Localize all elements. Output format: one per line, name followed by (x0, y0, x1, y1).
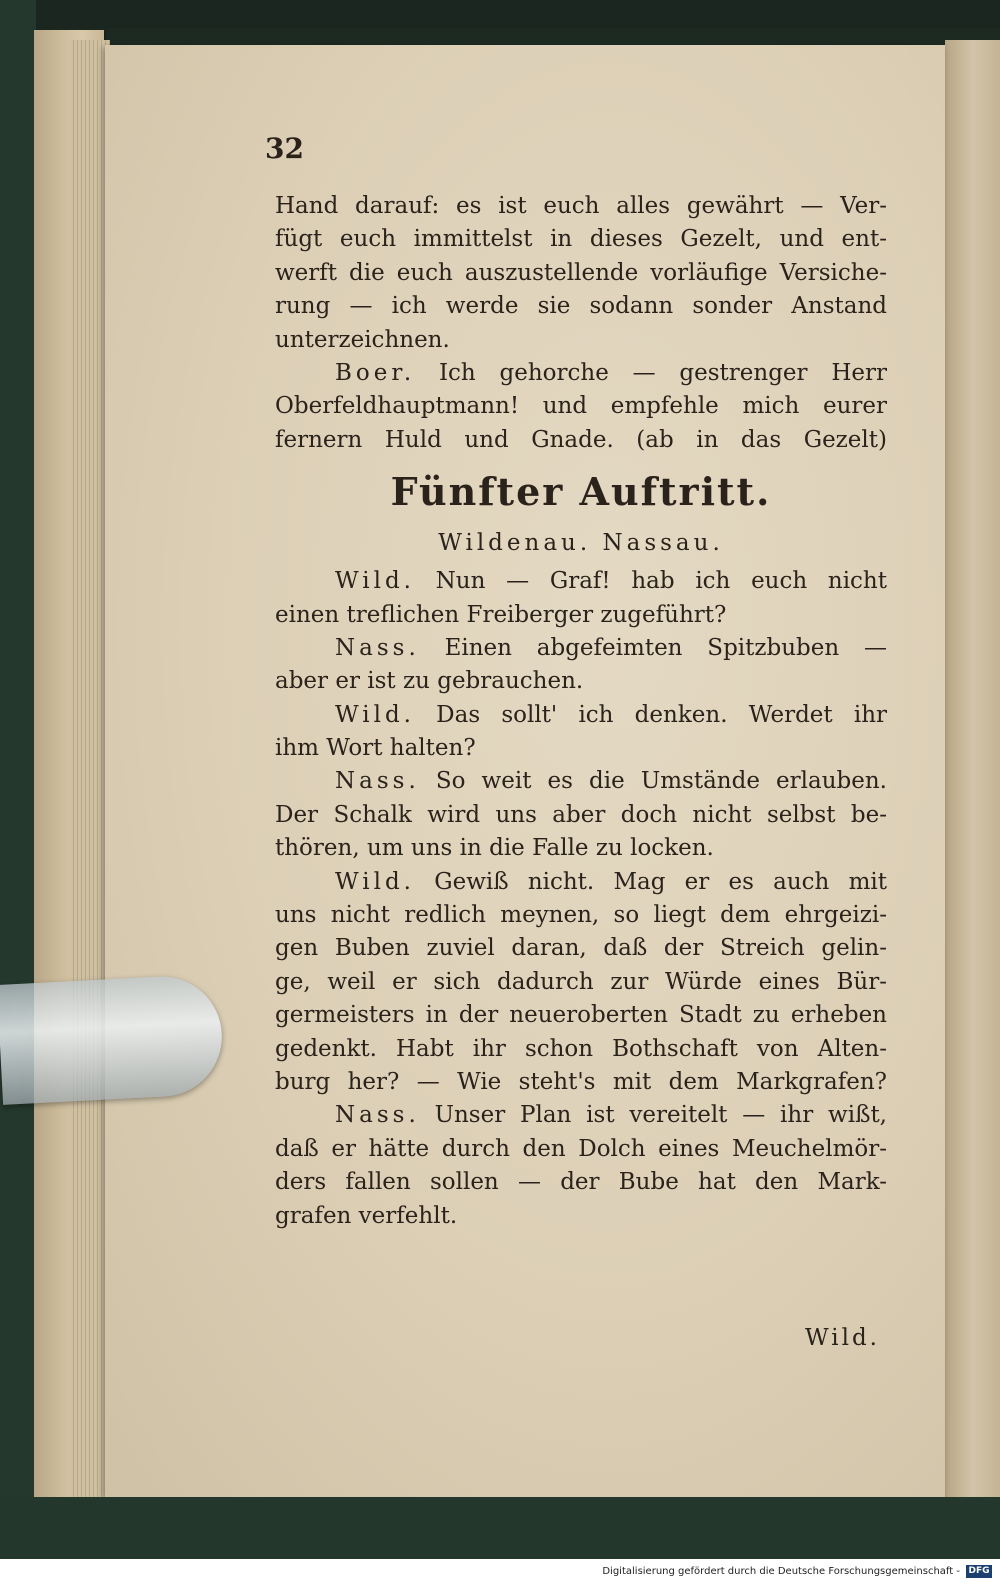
line-text: aber er ist zu gebrauchen. (275, 668, 584, 695)
text-line (275, 257, 887, 290)
line-text: Der Schalk wird uns aber doch nicht selbst be- (275, 801, 887, 828)
speaker-name: Nass. (335, 1102, 420, 1129)
text-line (275, 565, 887, 598)
text-line (275, 765, 887, 798)
text-line (275, 632, 887, 665)
text-line (275, 966, 887, 999)
text-line (275, 357, 887, 390)
text-line (275, 223, 887, 256)
speaker-name: Wild. (335, 568, 415, 595)
text-line (275, 1066, 887, 1099)
text-line (275, 1166, 887, 1199)
background-left (0, 0, 36, 1560)
line-text: unterzeichnen. (275, 326, 450, 353)
speaker-name: Nass. (335, 768, 420, 795)
line-text: germeisters in der neueroberten Stadt zu erheben (275, 1002, 887, 1029)
text-line (275, 290, 887, 323)
line-text: werft die euch auszustellende vorläufige Versiche- (275, 259, 887, 286)
text-line (275, 1200, 887, 1233)
background-bottom (0, 1497, 1000, 1559)
text-line (275, 799, 887, 832)
page-number: 32 (265, 132, 304, 165)
line-text: Nun — Graf! hab ich euch nicht (414, 568, 887, 595)
line-text: ge, weil er sich dadurch zur Würde eines Bür- (275, 968, 887, 995)
line-text: ihm Wort halten? (275, 735, 476, 762)
text-line (275, 390, 887, 423)
scene-heading: Fünfter Auftritt. (390, 469, 772, 515)
text-line (275, 599, 887, 632)
text-line (275, 999, 887, 1032)
text-line (275, 1033, 887, 1066)
line-text: daß er hätte durch den Dolch eines Meuchelmör- (275, 1135, 887, 1162)
line-text: rung — ich werde sie sodann sonder Anstand (275, 293, 887, 320)
text-line (275, 1133, 887, 1166)
text-line (275, 932, 887, 965)
line-text: Oberfeldhauptmann! und empfehle mich eurer (275, 393, 887, 420)
text-line (275, 1099, 887, 1132)
line-text: burg her? — Wie steht's mit dem Markgrafen? (275, 1068, 887, 1095)
scene-characters: Wildenau. Nassau. (438, 530, 724, 557)
text-line (275, 190, 887, 223)
line-text: Unser Plan ist vereitelt — ihr wißt, (419, 1102, 887, 1129)
line-text: ders fallen sollen — der Bube hat den Mark- (275, 1169, 887, 1196)
text-line (275, 866, 887, 899)
line-text: uns nicht redlich meynen, so liegt dem ehrgeizi- (275, 902, 887, 929)
background-top (0, 0, 1000, 28)
speaker-name: Nass. (335, 634, 420, 661)
line-text: gen Buben zuviel daran, daß der Streich gelin- (275, 935, 887, 962)
line-text: grafen verfehlt. (275, 1202, 458, 1229)
page-text (275, 190, 887, 1233)
dfg-logo: DFG (966, 1565, 992, 1578)
text-line (275, 424, 887, 457)
line-text: gedenkt. Habt ihr schon Bothschaft von Alten- (275, 1035, 887, 1062)
line-text: thören, um uns in die Falle zu locken. (275, 835, 714, 862)
line-text: einen treflichen Freiberger zugeführt? (275, 601, 727, 628)
line-text: fernern Huld und Gnade. (ab in das Gezelt) (275, 426, 887, 453)
footer-credit: Digitalisierung gefördert durch die Deutsche Forschungsgemeinschaft - (602, 1566, 960, 1577)
line-text: So weit es die Umstände erlauben. (419, 768, 887, 795)
text-line (275, 832, 887, 865)
text-line (275, 732, 887, 765)
text-line (275, 699, 887, 732)
line-text: Gewiß nicht. Mag er es auch mit (414, 868, 887, 895)
line-text: Einen abgefeimten Spitzbuben — (419, 634, 887, 661)
catchword: Wild. (805, 1325, 880, 1351)
line-text: Hand darauf: es ist euch alles gewährt — Ver- (275, 193, 887, 219)
page-stack-lines (70, 40, 110, 1500)
facing-page-edge (945, 40, 1000, 1505)
line-text: fügt euch immittelst in dieses Gezelt, und ent- (275, 226, 887, 253)
text-line (275, 899, 887, 932)
speaker-name: Wild. (335, 868, 415, 895)
text-line (275, 665, 887, 698)
text-line (275, 324, 887, 357)
speaker-name: Boer. (335, 359, 416, 386)
glass-page-holder (0, 973, 225, 1104)
speaker-name: Wild. (335, 701, 415, 728)
line-text: Ich gehorche — gestrenger Herr (415, 359, 887, 386)
line-text: Das sollt' ich denken. Werdet ihr (414, 701, 887, 728)
